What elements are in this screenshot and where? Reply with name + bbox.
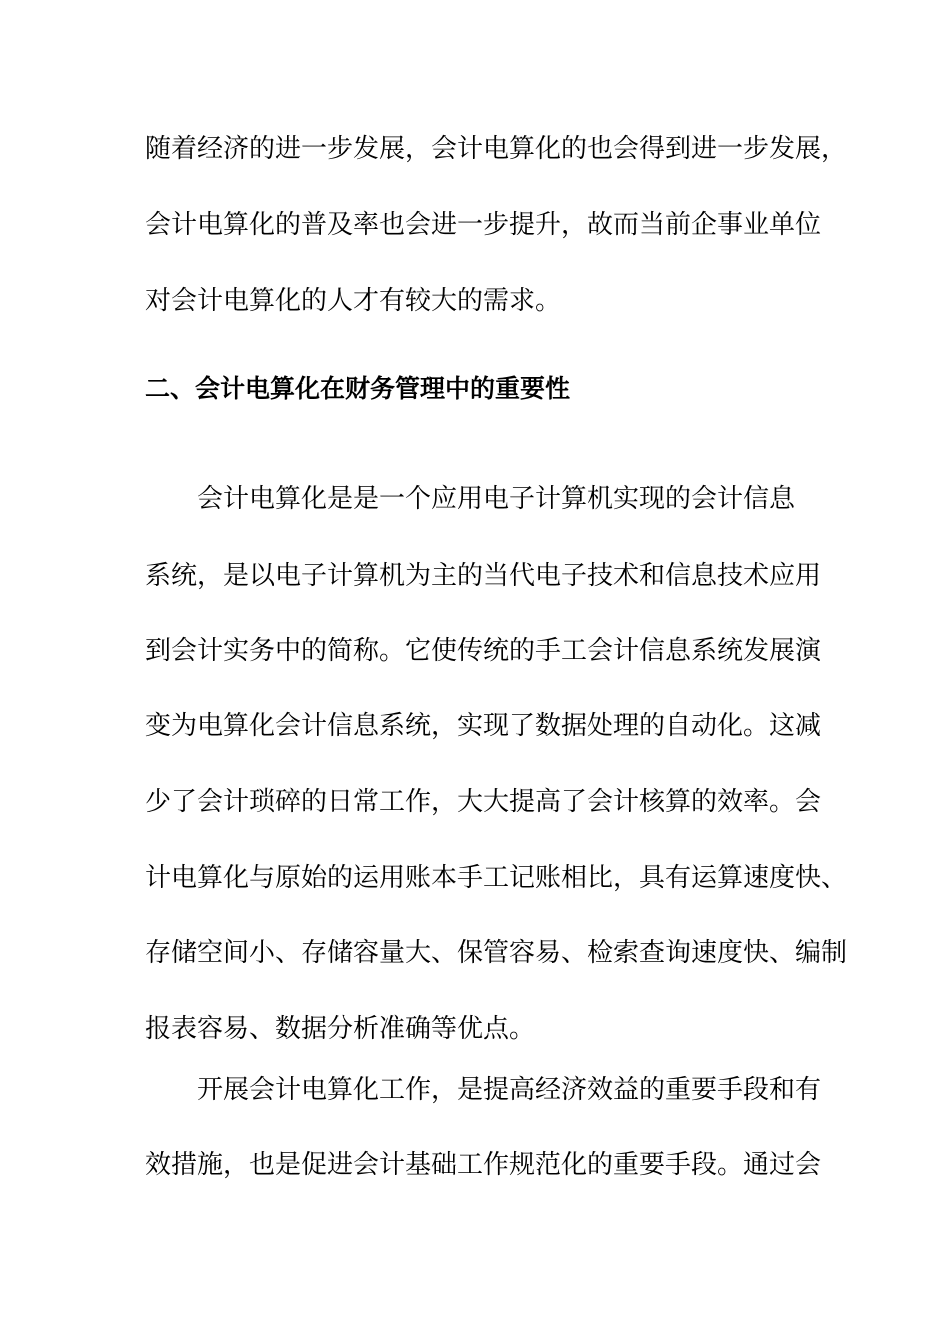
section-heading: 二、会计电算化在财务管理中的重要性 — [145, 374, 571, 403]
text-line: 随着经济的进一步发展，会计电算化的也会得到进一步发展， — [145, 134, 848, 164]
text-line: 少了会计琐碎的日常工作，大大提高了会计核算的效率。会 — [145, 787, 822, 817]
text-line: 会计电算化是是一个应用电子计算机实现的会计信息 — [197, 484, 796, 514]
text-line: 存储空间小、存储容量大、保管容易、检索查询速度快、编制 — [145, 938, 848, 968]
text-line: 变为电算化会计信息系统，实现了数据处理的自动化。这减 — [145, 711, 822, 741]
text-line: 到会计实务中的简称。它使传统的手工会计信息系统发展演 — [145, 636, 822, 666]
text-line: 开展会计电算化工作，是提高经济效益的重要手段和有 — [197, 1075, 822, 1105]
text-line: 对会计电算化的人才有较大的需求。 — [145, 286, 562, 316]
text-line: 报表容易、数据分析准确等优点。 — [145, 1014, 536, 1044]
text-line: 系统，是以电子计算机为主的当代电子技术和信息技术应用 — [145, 561, 822, 591]
text-line: 效措施，也是促进会计基础工作规范化的重要手段。通过会 — [145, 1150, 822, 1180]
text-line: 计电算化与原始的运用账本手工记账相比，具有运算速度快、 — [145, 863, 848, 893]
text-line: 会计电算化的普及率也会进一步提升，故而当前企事业单位 — [145, 210, 822, 240]
